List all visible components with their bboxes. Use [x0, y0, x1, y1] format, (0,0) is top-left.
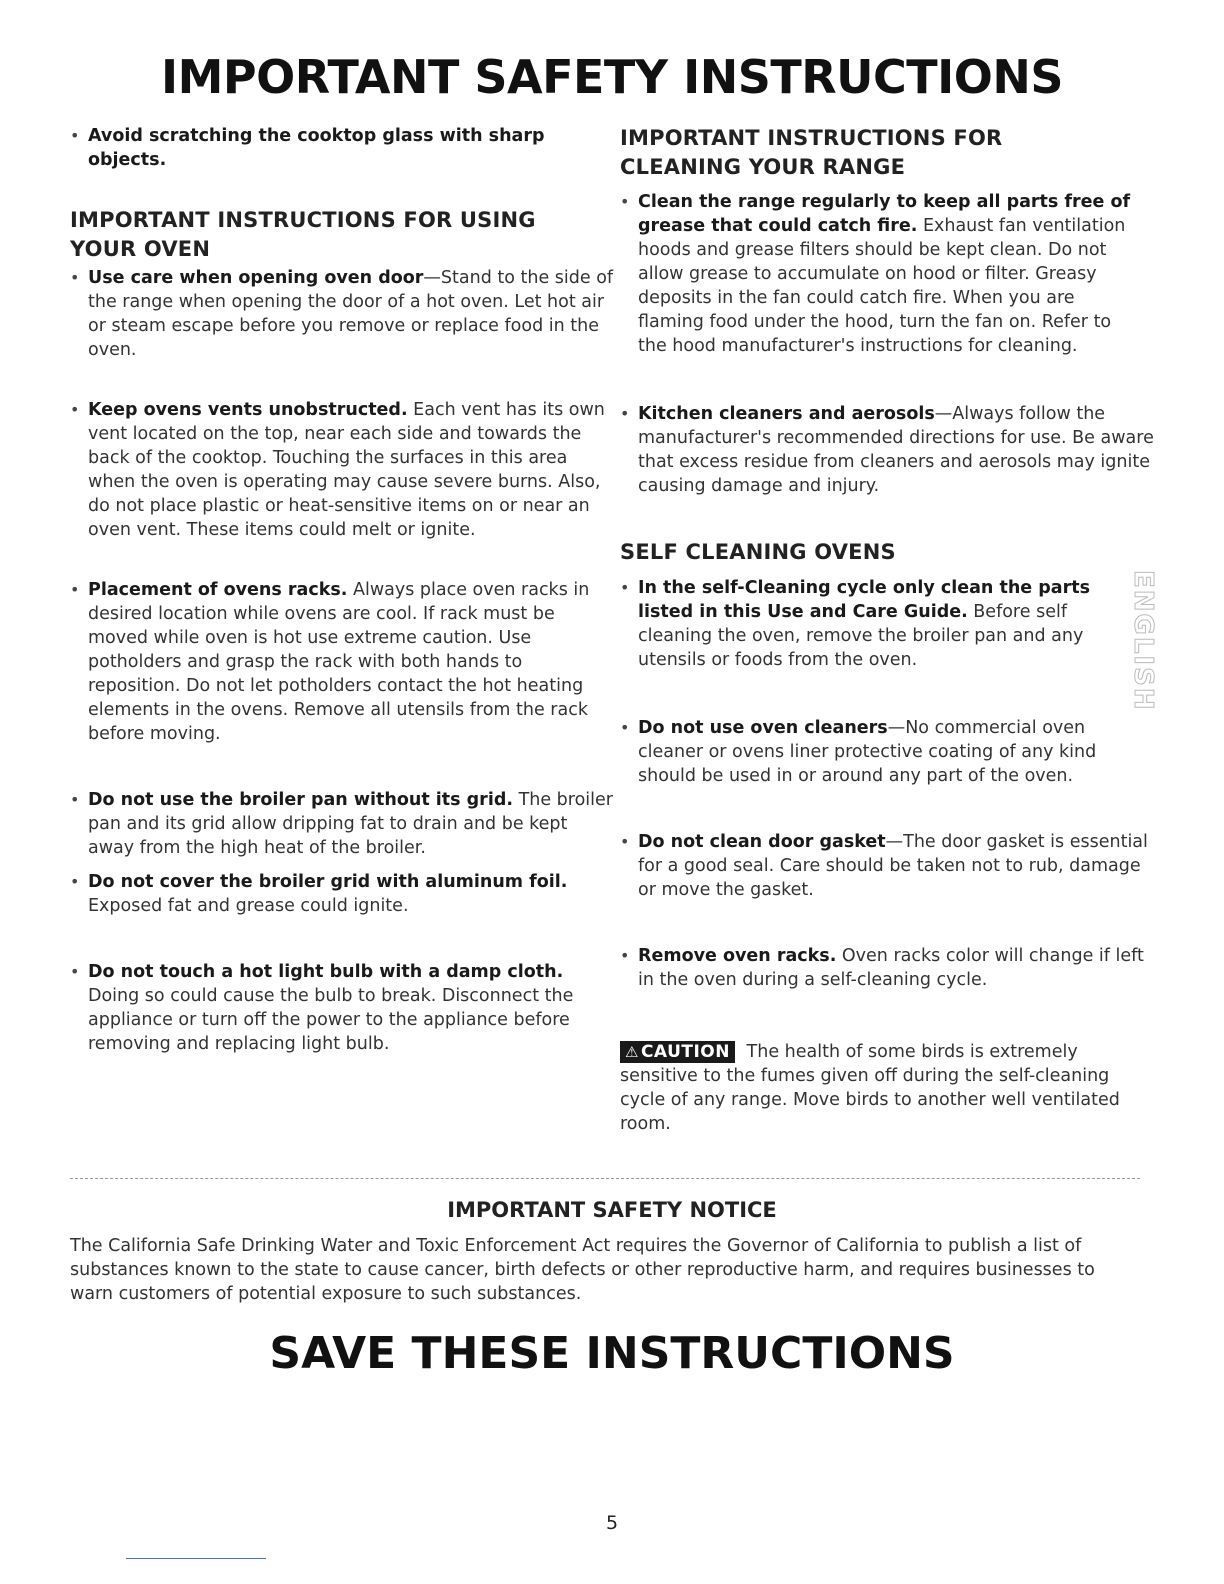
bullet-bold: Remove oven racks.	[638, 946, 837, 966]
save-instructions-heading: SAVE THESE INSTRUCTIONS	[269, 1328, 955, 1379]
section-divider	[70, 1178, 1140, 1179]
bullet-bold: Keep ovens vents unobstructed.	[88, 400, 408, 420]
bullet-bold: Do not touch a hot light bulb with a damp cloth.	[88, 962, 564, 982]
bullet-text: Always place oven racks in desired location while ovens are cool. If rack must be moved while oven is hot use extreme caution. Use potholders and grasp the rack with both hands to reposition. Do not let potholders contact the hot heating elements in the ovens. Remove all utensils from the rack before moving.	[88, 580, 590, 744]
bullet-text: —No commercial oven cleaner or ovens liner protective coating of any kind should be used in or around any part of the oven.	[638, 718, 1097, 786]
bullet-text: Doing so could cause the bulb to break. Disconnect the appliance or turn off the power to the appliance before removing and replacing light bulb.	[88, 986, 574, 1054]
bullet-bold: In the self-Cleaning cycle only clean the parts listed in this Use and Care Guide.	[638, 578, 1090, 622]
page-title: IMPORTANT SAFETY INSTRUCTIONS	[160, 50, 1064, 104]
bullet-text: —The door gasket is essential for a good seal. Care should be taken not to rub, damage or move the gasket.	[638, 832, 1148, 900]
bullet-text: Oven racks color will change if left in the oven during a self-cleaning cycle.	[638, 946, 1144, 990]
bullet-text: Each vent has its own vent located on the top, near each side and towards the back of the cooktop. Touching the surfaces in this area when the oven is operating may cause severe burns. Also, do not place plastic or heat-sensitive items on or near an oven vent. These items could melt or ignite.	[88, 400, 605, 540]
bullet-bold: Do not use oven cleaners	[638, 718, 888, 738]
list-item	[620, 830, 1148, 902]
bullet-text: Exhaust fan ventilation hoods and grease filters should be kept clean. Do not allow grease to accumulate on hood or filter. Greasy deposits in the fan could catch fire. When you are flaming food under the hood, turn the fan on. Refer to the hood manufacturer's instructions for cleaning.	[638, 216, 1126, 356]
caution-text: The health of some birds is extremely sensitive to the fumes given off during the self-cleaning cycle of any range. Move birds to another well ventilated room.	[620, 1042, 1120, 1134]
section-heading-using-oven: IMPORTANT INSTRUCTIONS FOR USING YOUR OVEN	[70, 208, 536, 261]
list-item	[70, 578, 618, 746]
notice-body: The California Safe Drinking Water and Toxic Enforcement Act requires the Governor of California to publish a list of substances known to the state to cause cancer, birth defects or other reproductive harm, and requires businesses to warn customers of potential exposure to such substances.	[70, 1236, 1095, 1304]
list-item	[70, 266, 618, 362]
bullet-bold: Do not clean door gasket	[638, 832, 886, 852]
list-item	[620, 944, 1148, 992]
bullet-bold: Placement of ovens racks.	[88, 580, 348, 600]
bullet-text: —Always follow the manufacturer's recommended directions for use. Be aware that excess residue from cleaners and aerosols may ignite causing damage and injury.	[638, 404, 1154, 496]
bullet-text: Before self cleaning the oven, remove the broiler pan and any utensils or foods from the oven.	[638, 602, 1084, 670]
list-item	[620, 190, 1138, 358]
section-heading-cleaning-range: IMPORTANT INSTRUCTIONS FOR CLEANING YOUR RANGE	[620, 126, 1003, 179]
footer-line	[126, 1558, 266, 1559]
caution-badge	[620, 1041, 735, 1063]
bullet-bold: Kitchen cleaners and aerosols	[638, 404, 935, 424]
list-item	[70, 124, 558, 172]
bullet-bold: Use care when opening oven door	[88, 268, 424, 288]
bullet-text: Exposed fat and grease could ignite.	[88, 896, 409, 916]
caution-note	[620, 1040, 1120, 1136]
bullet-text: —Stand to the side of the range when opening the door of a hot oven. Let hot air or steam escape before you remove or replace food in the oven.	[88, 268, 614, 360]
list-item	[620, 716, 1118, 788]
bullet-bold: Do not use the broiler pan without its grid.	[88, 790, 513, 810]
caution-badge-label: CAUTION	[640, 1042, 730, 1062]
bullet-bold: Do not cover the broiler grid with aluminum foil.	[88, 872, 568, 892]
list-item	[70, 788, 618, 860]
section-heading-self-cleaning: SELF CLEANING OVENS	[620, 540, 896, 564]
list-item	[620, 402, 1158, 498]
bullet-bold: Avoid scratching the cooktop glass with sharp objects.	[88, 126, 545, 170]
warning-triangle-icon: ⚠	[625, 1043, 639, 1061]
list-item	[70, 960, 618, 1056]
bullet-text: The broiler pan and its grid allow dripping fat to drain and be kept away from the high heat of the broiler.	[88, 790, 613, 858]
list-item	[70, 398, 618, 542]
bullet-bold: Clean the range regularly to keep all parts free of grease that could catch fire.	[638, 192, 1131, 236]
notice-title: IMPORTANT SAFETY NOTICE	[447, 1198, 777, 1222]
page-number: 5	[605, 1512, 619, 1534]
list-item	[620, 576, 1138, 672]
language-side-tab: ENGLISH	[1128, 570, 1158, 712]
list-item	[70, 870, 618, 918]
